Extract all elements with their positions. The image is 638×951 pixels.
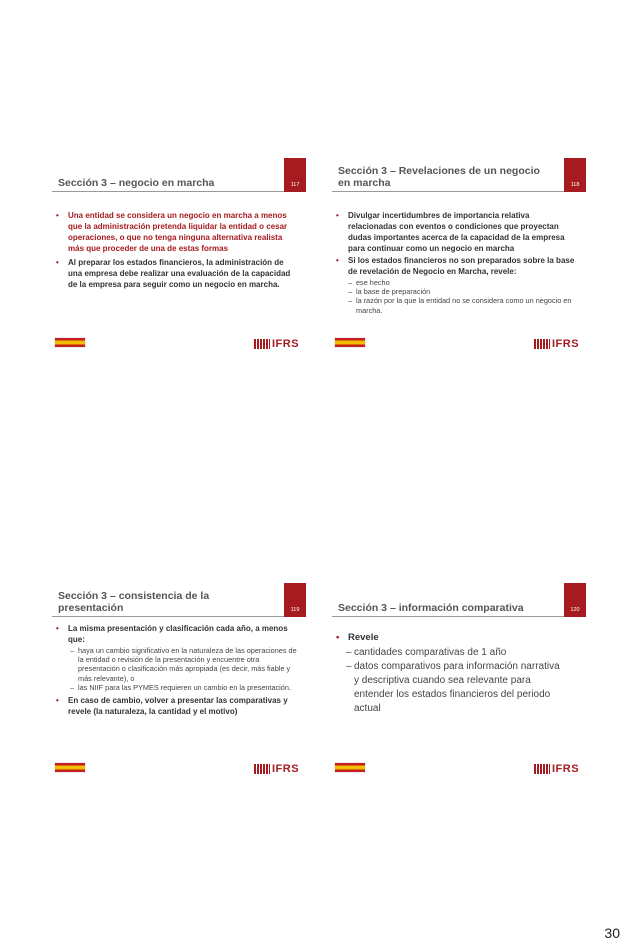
ifrs-bars-icon: [534, 339, 550, 349]
bullet-icon: •: [56, 624, 59, 633]
sub-bullet-text: ese hecho: [356, 278, 390, 287]
bullet-text: La misma presentación y clasificación cada año, a menos que:: [68, 624, 288, 644]
slide-footer: [332, 336, 586, 350]
bullet-icon: •: [56, 211, 59, 220]
slide-120: [332, 575, 586, 775]
bullet-item: [56, 623, 300, 645]
ifrs-bars-icon: [254, 339, 270, 349]
slide-body: [56, 210, 300, 293]
slide-117: [52, 150, 306, 350]
sub-bullet: – las NIIF para las PYMES requieren un cambio en la presentación.: [70, 682, 291, 692]
slide-title: Sección 3 – información comparativa: [338, 602, 524, 614]
sub-bullet-text: datos comparativos para información narrativa y descriptiva cuando sea relevante para entender los estados financieros del periodo actual: [354, 661, 560, 714]
slide-footer: [332, 761, 586, 775]
slide-body: [336, 631, 580, 716]
slide-title: Sección 3 – Revelaciones de un negocio en marcha: [338, 165, 540, 189]
sub-bullet-text: cantidades comparativas de 1 año: [354, 647, 507, 658]
slide-number-badge: 117: [284, 158, 306, 192]
sub-bullet: – datos comparativos para información narrativa y descriptiva cuando sea relevante para entender los estados financieros del periodo actual: [336, 660, 580, 716]
slide-footer: [52, 761, 306, 775]
title-divider: [52, 616, 284, 617]
sub-bullet: – la base de preparación: [348, 287, 431, 297]
bullet-item: [336, 255, 580, 277]
bullet-text: Revele: [348, 632, 379, 643]
bullet-item: [56, 257, 300, 290]
ifrs-logo-text: IFRS: [272, 338, 300, 350]
spain-flag-logo: [334, 337, 366, 348]
slide-119: [52, 575, 306, 775]
slide-118: [332, 150, 586, 350]
bullet-text: Al preparar los estados financieros, la administración de una empresa debe realizar una evaluación de la capacidad de la empresa para seguir como un negocio en marcha.: [68, 258, 291, 289]
sub-bullet-text: la razón por la que la entidad no se considera como un negocio en marcha.: [356, 296, 572, 315]
bullet-text: Divulgar incertidumbres de importancia relativa relacionadas con eventos o condiciones que proyectan dudas importantes acerca de la capacidad de la empresa para continuar como un negocio en marcha: [348, 211, 565, 253]
bullet-item: [56, 210, 300, 254]
bullet-icon: •: [56, 696, 59, 706]
slide-number-badge: 118: [564, 158, 586, 192]
bullet-text: Si los estados financieros no son preparados sobre la base de revelación de Negocio en Marcha, revele:: [348, 256, 575, 276]
slide-title: Sección 3 – negocio en marcha: [58, 177, 215, 189]
slide-header: [332, 150, 586, 192]
slide-header: [52, 575, 306, 617]
slide-title: Sección 3 – consistencia de la presentación: [58, 590, 210, 614]
ifrs-bars-icon: [254, 764, 270, 774]
ifrs-logo-text: IFRS: [552, 338, 580, 350]
bullet-icon: •: [336, 211, 339, 220]
spain-flag-logo: [54, 762, 86, 773]
bullet-item: [336, 631, 580, 644]
title-divider: [332, 191, 564, 192]
ifrs-logo-text: IFRS: [552, 763, 580, 775]
title-divider: [332, 616, 564, 617]
ifrs-bars-icon: [534, 764, 550, 774]
bullet-item: [56, 695, 300, 717]
sub-bullet-text: haya un cambio significativo en la naturaleza de las operaciones de la entidad o revisión de la presentación y encuentre otra presentación o clasificación más apropiada (es decir, más fiable y más relevante), o: [78, 646, 297, 683]
ifrs-logo: [534, 338, 586, 350]
slide-number-badge: 120: [564, 583, 586, 617]
page-number: 30: [604, 925, 620, 941]
bullet-item: [336, 210, 580, 254]
title-divider: [52, 191, 284, 192]
spain-flag-logo: [54, 337, 86, 348]
slide-body: [56, 623, 300, 720]
ifrs-logo: [254, 763, 306, 775]
bullet-text: Una entidad se considera un negocio en marcha a menos que la administración pretenda liquidar la entidad o cesar operaciones, o que no tenga ninguna alternativa realista más que proceder de una de estas formas: [68, 211, 288, 253]
ifrs-logo: [534, 763, 586, 775]
ifrs-logo-text: IFRS: [272, 763, 300, 775]
bullet-text: En caso de cambio, volver a presentar las comparativas y revele (la naturaleza, la cantidad y el motivo): [68, 696, 288, 717]
slide-footer: [52, 336, 306, 350]
ifrs-logo: [254, 338, 306, 350]
bullet-icon: •: [336, 256, 339, 265]
sub-bullet-text: la base de preparación: [356, 287, 431, 297]
slide-header: [332, 575, 586, 617]
sub-bullet: – cantidades comparativas de 1 año: [346, 647, 507, 658]
sub-bullet: – haya un cambio significativo en la naturaleza de las operaciones de la entidad o revisión de la presentación y encuentre otra presentación o clasificación más apropiada (es decir, más fiable y más relevante), o: [56, 646, 300, 683]
sub-bullet: – la razón por la que la entidad no se considera como un negocio en marcha.: [336, 296, 580, 314]
bullet-icon: •: [336, 632, 340, 643]
slide-body: [336, 210, 580, 315]
spain-flag-logo: [334, 762, 366, 773]
sub-bullet-text: las NIIF para las PYMES requieren un cambio en la presentación.: [78, 682, 291, 692]
sub-bullet: – ese hecho: [348, 278, 390, 287]
slide-number-badge: 119: [284, 583, 306, 617]
bullet-icon: •: [56, 258, 59, 267]
slide-header: [52, 150, 306, 192]
